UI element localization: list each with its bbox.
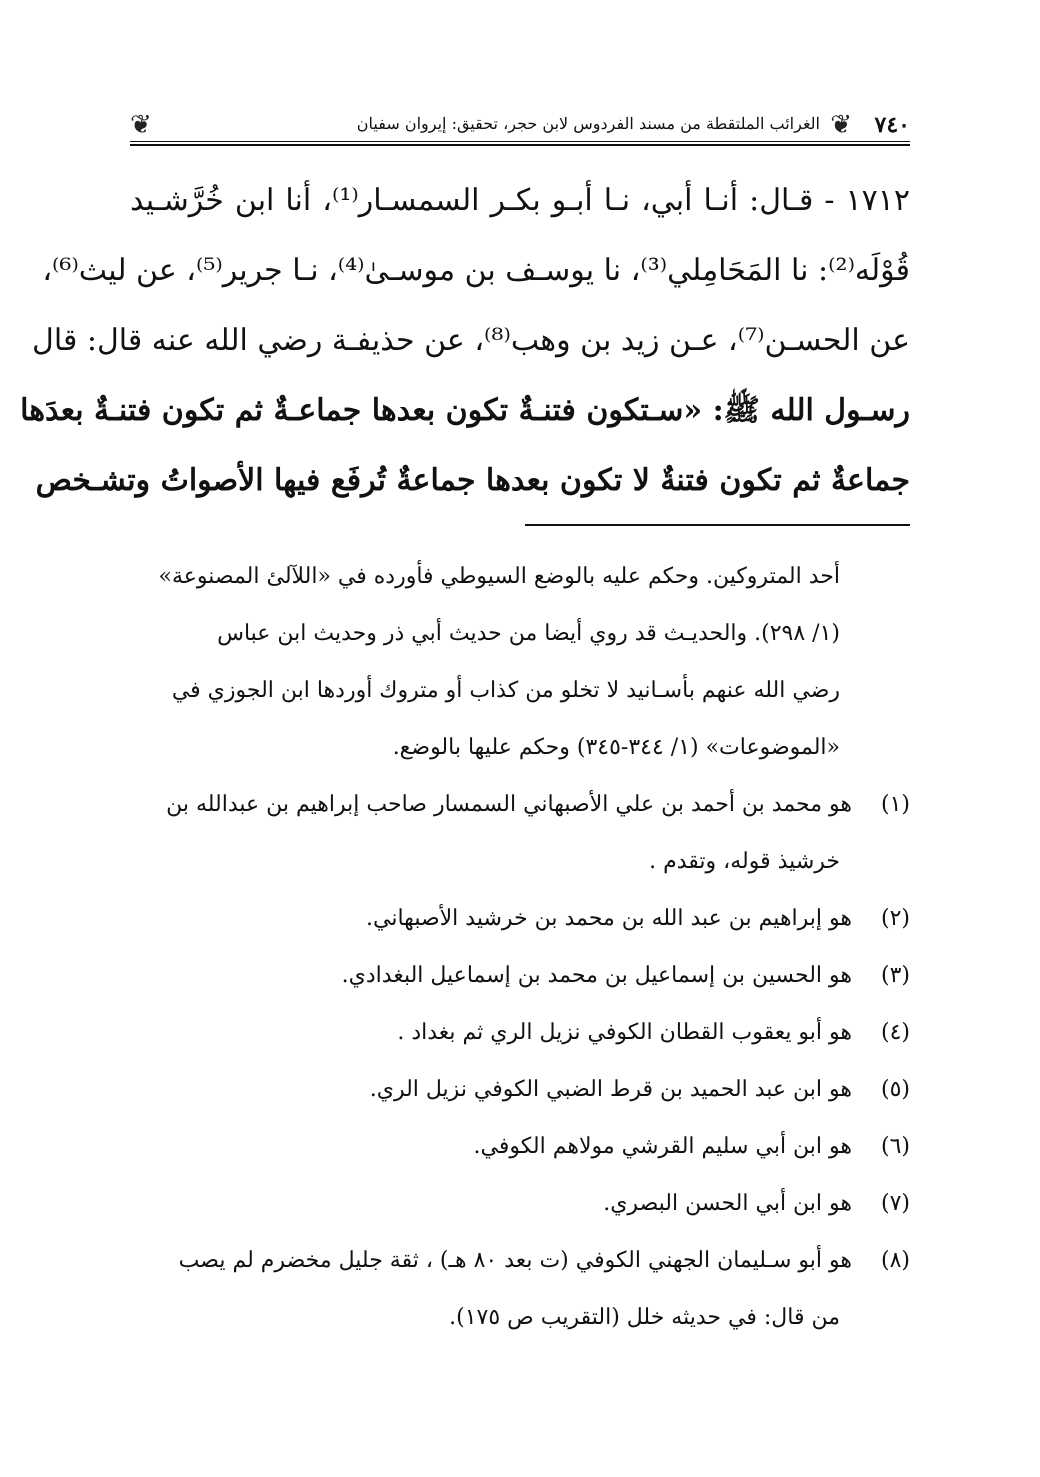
footnote-6 [130, 1118, 910, 1175]
main-text-line: ١٧١٢ - قـال: أنـا أبي، نـا أبـو بكـر السمسـار⁽¹⁾، أنا ابن خُرَّشـيد [130, 183, 910, 218]
footnote-number: (٤) [880, 1020, 910, 1045]
footnote-5 [130, 1061, 910, 1118]
footnote-continuation-line: أحد المتروكين. وحكم عليه بالوضع السيوطي فأورده في «اللآلئ المصنوعة» [158, 564, 840, 589]
footnote-continuation-line: «الموضوعات» (١/ ٣٤٤-٣٤٥) وحكم عليها بالوضع. [392, 735, 840, 760]
hadith-text-line: جماعةٌ ثم تكون فتنةٌ لا تكون بعدها جماعةٌ تُرفَع فيها الأصواتُ وتشـخص [35, 463, 910, 498]
running-title: الغرائب الملتقطة من مسند الفردوس لابن حجر، تحقيق: إيروان سفيان [356, 114, 820, 133]
footnote-8 [130, 1232, 910, 1289]
floral-ornament-icon: ❦ [830, 110, 852, 140]
footnote-text: هو محمد بن أحمد بن علي الأصبهاني السمسار صاحب إبراهيم بن عبدالله بن [166, 792, 852, 817]
footnote-7 [130, 1175, 910, 1232]
main-text-line: قُوْلَه⁽²⁾: نا المَحَامِلي⁽³⁾، نا يوسـف بن موسـىٰ⁽⁴⁾، نـا جرير⁽⁵⁾، عن ليث⁽⁶⁾، [42, 253, 910, 288]
footnote-continuation-line: رضي الله عنهم بأسـانيد لا تخلو من كذاب أو متروك أوردها ابن الجوزي في [171, 678, 840, 703]
footnote-text: هو الحسين بن إسماعيل بن محمد بن إسماعيل البغدادي. [341, 963, 852, 988]
page-header [130, 110, 910, 146]
floral-ornament-icon: ❦ [130, 110, 152, 140]
page-number: ٧٤٠ [874, 112, 910, 138]
footnote-number: (٨) [880, 1248, 910, 1273]
footnote-text: هو ابن عبد الحميد بن قرط الضبي الكوفي نزيل الري. [369, 1077, 852, 1102]
main-text-line: عن الحسـن⁽⁷⁾، عـن زيد بن وهب⁽⁸⁾، عن حذيفـة رضي الله عنه قال: قال [32, 323, 910, 358]
footnote-separator [525, 524, 910, 526]
footnote-number: (٦) [880, 1134, 910, 1159]
footnote-text: هو أبو يعقوب القطان الكوفي نزيل الري ثم بغداد . [397, 1020, 852, 1045]
footnote-text: هو ابن أبي سليم القرشي مولاهم الكوفي. [473, 1134, 852, 1159]
footnote-text: هو إبراهيم بن عبد الله بن محمد بن خرشيد الأصبهاني. [366, 906, 852, 931]
footnote-text: هو أبو سـليمان الجهني الكوفي (ت بعد ٨٠ هـ) ، ثقة جليل مخضرم لم يصب [178, 1248, 852, 1273]
footnote-text: من قال: في حديثه خلل (التقريب ص ١٧٥). [449, 1305, 840, 1330]
footnote-number: (٥) [880, 1077, 910, 1102]
header-rule [130, 144, 910, 146]
header-rule [130, 141, 910, 142]
main-text [20, 166, 910, 516]
footnote-text: خرشيذ قوله، وتقدم . [649, 849, 840, 874]
footnote-text: هو ابن أبي الحسن البصري. [603, 1191, 852, 1216]
footnote-number: (١) [880, 792, 910, 817]
footnote-continuation-line: (١/ ٢٩٨). والحديـث قد روي أيضا من حديث أبي ذر وحديث ابن عباس [217, 621, 840, 646]
footnote-2 [130, 890, 910, 947]
footnote-number: (٧) [880, 1191, 910, 1216]
footnote-number: (٣) [880, 963, 910, 988]
footnote-1 [130, 776, 910, 833]
footnote-number: (٢) [880, 906, 910, 931]
footnote-3 [130, 947, 910, 1004]
hadith-text-line: رسـول الله ﷺ: «سـتكون فتنـةٌ تكون بعدها جماعـةٌ ثم تكون فتنـةٌ بعدَها [20, 393, 910, 428]
footnote-4 [130, 1004, 910, 1061]
footnotes [130, 548, 910, 1346]
